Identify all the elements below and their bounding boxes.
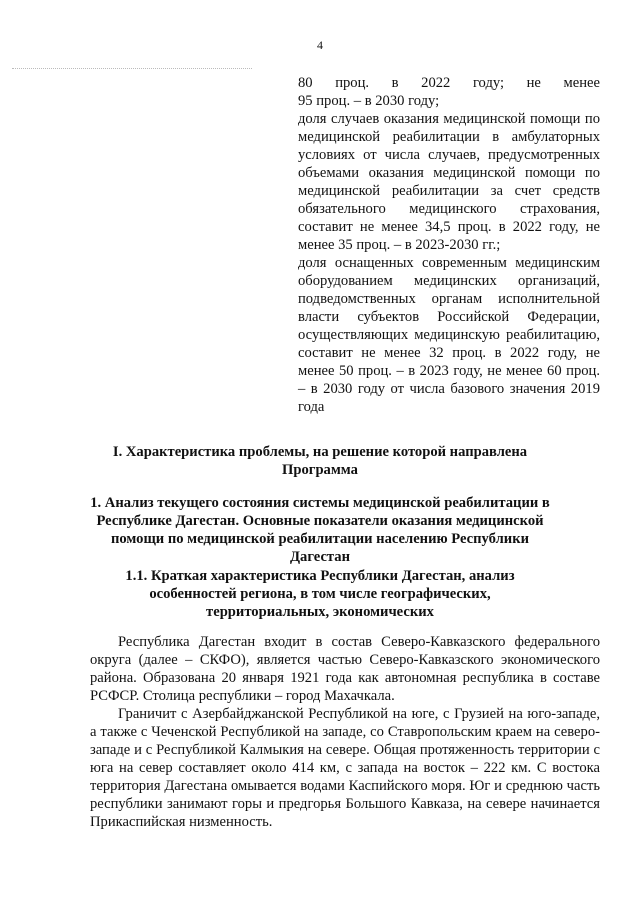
section-heading-1-1: 1. Анализ текущего состояния системы медицинской реабилитации в Республике Дагестан. Основные показатели оказания медицинской помощи по медицинской реабилитации населению Республики Дагестан bbox=[90, 495, 550, 565]
body-paragraph: Республика Дагестан входит в состав Северо-Кавказского федерального округа (далее – СКФО), является частью Северо-Кавказского экономического района. Образована 20 января 1921 года как автономная республика в составе РСФСР. Столица республики – город Махачкала. bbox=[90, 634, 600, 704]
section-heading-1-1-1: 1.1. Краткая характеристика Республики Дагестан, анализ особенностей региона, в том числе географических, территориальных, экономических bbox=[125, 568, 515, 620]
section-heading-1: I. Характеристика проблемы, на решение которой направлена Программа bbox=[112, 444, 528, 478]
goal-line-2: 95 проц. – в 2030 году; bbox=[298, 93, 440, 109]
goal-item-rehab-ambulatory: доля случаев оказания медицинской помощи по медицинской реабилитации в амбулаторных условиях от числа случаев, предусмотренных объемами оказания медицинской помощи по медицинской реабилитации за счет средств обязательного медицинского страхования, составит не менее 34,5 проц. в 2022 году, не менее 35 проц. – в 2023-2030 гг.; bbox=[298, 111, 600, 253]
body-paragraph: Граничит с Азербайджанской Республикой на юге, с Грузией на юго-западе, а также с Чеченской Республикой на западе, со Ставропольским краем на северо-западе и с Республикой Калмыкия на севере. Общая протяженность территории с юга на север составляет около 414 км, с запада на восток – 222 км. С востока территория Дагестана омывается водами Каспийского моря. Юг и среднюю часть республики занимают горы и предгорья Большого Кавказа, на севере начинается Прикаспийская низменность. bbox=[90, 706, 600, 830]
goal-line-1: 80 проц. в 2022 году; не менее bbox=[298, 75, 600, 91]
goals-column bbox=[298, 74, 600, 416]
page-number: 4 bbox=[317, 38, 323, 52]
body-text bbox=[90, 633, 600, 831]
goal-item-equipment: доля оснащенных современным медицинским оборудованием медицинских организаций, подведомственных органам исполнительной власти субъектов Российской Федерации, осуществляющих медицинскую реабилитацию, составит не менее 32 проц. в 2022 году, не менее 50 проц. – в 2023 году, не менее 60 проц. – в 2030 году от числа базового значения 2019 года bbox=[298, 255, 600, 415]
scan-artifact-line bbox=[12, 68, 252, 71]
